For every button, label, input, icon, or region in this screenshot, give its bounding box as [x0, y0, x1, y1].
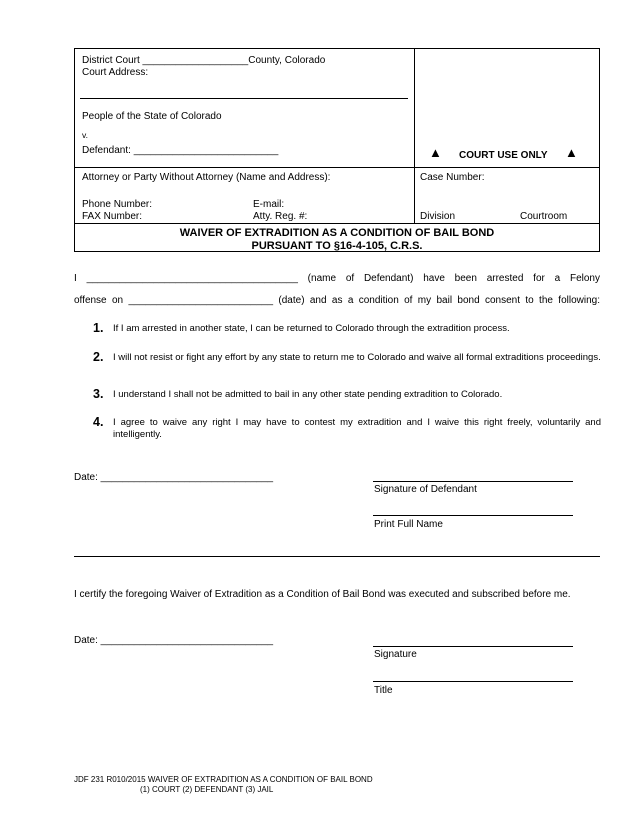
address-rule: [80, 98, 408, 99]
attorney-label: Attorney or Party Without Attorney (Name and Address):: [82, 172, 331, 183]
list-item: I agree to waive any right I may have to contest my extradition and I waive this right freely, voluntarily and intelligently.: [113, 417, 601, 440]
list-item: I will not resist or fight any effort by any state to return me to Colorado and waive all formal extraditions proceedings.: [113, 352, 601, 363]
section-divider: [74, 556, 600, 557]
caption-left-cell: [75, 49, 415, 167]
attorney-cell: [75, 168, 415, 224]
footer-distribution: (1) COURT (2) DEFENDANT (3) JAIL: [140, 785, 274, 794]
item-number: 4.: [93, 415, 104, 429]
item-number: 3.: [93, 387, 104, 401]
signature-line: [373, 481, 573, 482]
court-use-only-label: COURT USE ONLY: [459, 150, 548, 161]
item-number: 2.: [93, 350, 104, 364]
triangle-up-icon: ▲: [565, 145, 578, 160]
list-item: I understand I shall not be admitted to bail in any other state pending extradition to Colorado.: [113, 389, 503, 400]
attorney-row: [75, 167, 599, 223]
division-label: Division: [420, 211, 456, 222]
defendant-label: Defendant: __________________________: [82, 145, 279, 156]
signature-line: [373, 646, 573, 647]
date-field-2: Date: _______________________________: [74, 635, 274, 646]
fax-label: FAX Number:: [82, 211, 143, 222]
court-use-cell: [415, 49, 600, 167]
title-label: Title: [374, 685, 393, 696]
signature-line: [373, 515, 573, 516]
title-row: [75, 223, 599, 252]
triangle-up-icon: ▲: [429, 145, 442, 160]
signature-label: Signature: [374, 649, 417, 660]
item-number: 1.: [93, 321, 104, 335]
court-address-label: Court Address:: [82, 67, 149, 78]
intro-line-1: I ______________________________________ (name of Defendant) have been arrested for a Felony: [74, 273, 600, 284]
signature-of-defendant-label: Signature of Defendant: [374, 484, 477, 495]
signature-line: [373, 681, 573, 682]
caption-table: [74, 48, 600, 252]
versus-label: v.: [82, 130, 88, 140]
case-number-cell: [415, 168, 599, 224]
form-subtitle: PURSUANT TO §16-4-105, C.R.S.: [251, 240, 423, 252]
phone-label: Phone Number:: [82, 199, 153, 210]
list-item: If I am arrested in another state, I can be returned to Colorado through the extradition process.: [113, 323, 510, 334]
footer-form-id: JDF 231 R010/2015 WAIVER OF EXTRADITION AS A CONDITION OF BAIL BOND: [74, 775, 373, 784]
case-number-label: Case Number:: [420, 172, 485, 183]
certification-text: I certify the foregoing Waiver of Extradition as a Condition of Bail Bond was executed and subscribed before me.: [74, 589, 571, 600]
people-label: People of the State of Colorado: [82, 111, 222, 122]
print-full-name-label: Print Full Name: [374, 519, 443, 530]
date-field-1: Date: _______________________________: [74, 472, 274, 483]
email-label: E-mail:: [253, 199, 285, 210]
courtroom-label: Courtroom: [520, 211, 568, 222]
form-title: WAIVER OF EXTRADITION AS A CONDITION OF BAIL BOND: [179, 227, 495, 239]
district-court-line: District Court ___________________County, Colorado: [82, 55, 326, 66]
atty-reg-label: Atty. Reg. #:: [253, 211, 308, 222]
intro-line-2: offense on __________________________ (date) and as a condition of my bail bond consent to the following:: [74, 295, 600, 306]
